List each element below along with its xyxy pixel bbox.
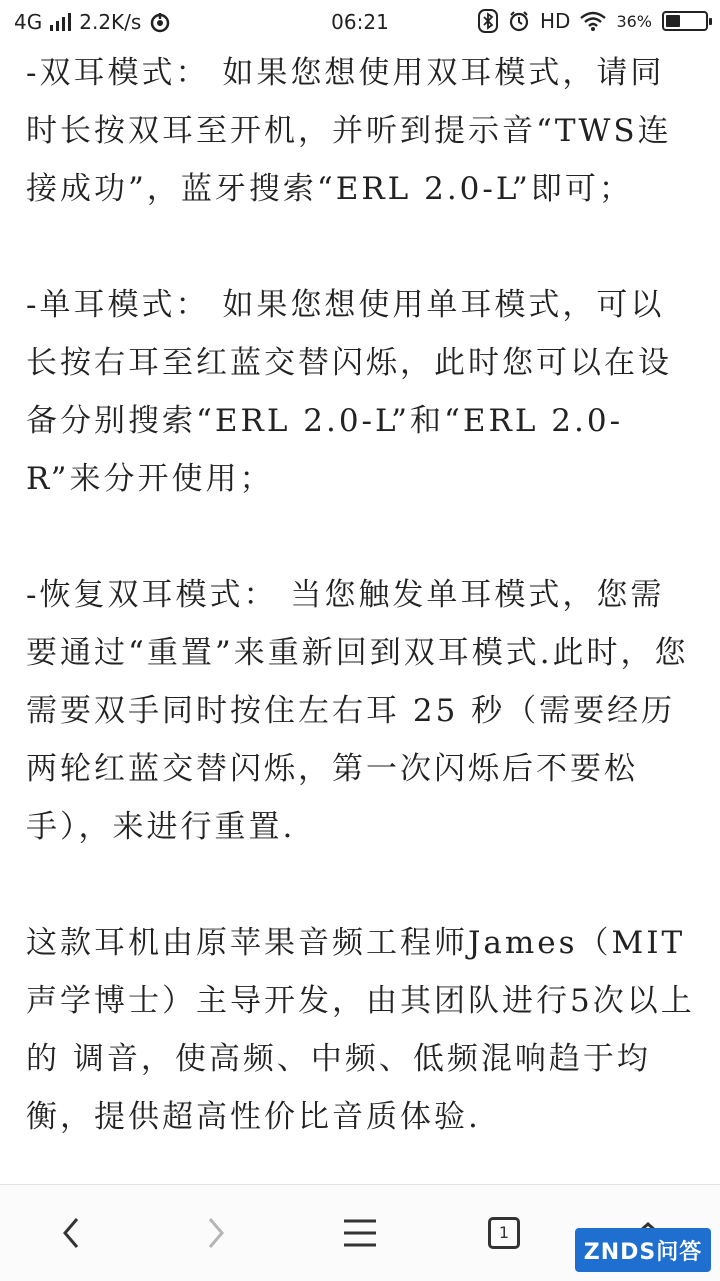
data-saver-icon xyxy=(149,11,171,33)
back-button[interactable] xyxy=(27,1185,117,1281)
chevron-left-icon xyxy=(57,1213,87,1253)
status-right xyxy=(478,9,708,33)
clock: 06:21 xyxy=(331,10,389,34)
znds-watermark: ZNDS问答 xyxy=(575,1228,711,1272)
network-type: 4G xyxy=(14,10,43,34)
alarm-icon xyxy=(508,10,530,32)
menu-button[interactable] xyxy=(315,1185,405,1281)
paragraph-dual-mode: -双耳模式： 如果您想使用双耳模式，请同时长按双耳至开机，并听到提示音“TWS连接成功”，蓝牙搜索“ERL 2.0-L”即可； xyxy=(26,55,672,207)
article-content xyxy=(26,44,696,1184)
battery-icon xyxy=(662,11,708,31)
paragraph-restore-mode: -恢复双耳模式： 当您触发单耳模式，您需要通过“重置”来重新回到双耳模式.此时，您需要双手同时按住左右耳 25 秒（需要经历两轮红蓝交替闪烁，第一次闪烁后不要松手），来进行重置. xyxy=(26,577,689,845)
network-speed: 2.2K/s xyxy=(79,10,142,34)
paragraph-single-mode: -单耳模式： 如果您想使用单耳模式，可以长按右耳至红蓝交替闪烁，此时您可以在设备分别搜索“ERL 2.0-L”和“ERL 2.0-R”来分开使用； xyxy=(26,287,672,497)
battery-percent: 36% xyxy=(616,11,652,31)
tabs-icon: 1 xyxy=(488,1217,520,1249)
bluetooth-icon xyxy=(478,9,498,33)
status-left xyxy=(14,10,171,34)
forward-button[interactable] xyxy=(170,1185,260,1281)
paragraph-about: 这款耳机由原苹果音频工程师James（MIT声学博士）主导开发，由其团队进行5次以上的 调音，使高频、中频、低频混响趋于均衡，提供超高性价比音质体验. xyxy=(26,925,695,1135)
wifi-icon xyxy=(580,11,606,31)
signal-icon xyxy=(50,13,71,31)
hd-indicator: HD xyxy=(539,9,571,33)
status-bar xyxy=(0,0,720,46)
menu-icon xyxy=(342,1218,378,1248)
tabs-button[interactable] xyxy=(459,1185,549,1281)
chevron-right-icon xyxy=(200,1213,230,1253)
